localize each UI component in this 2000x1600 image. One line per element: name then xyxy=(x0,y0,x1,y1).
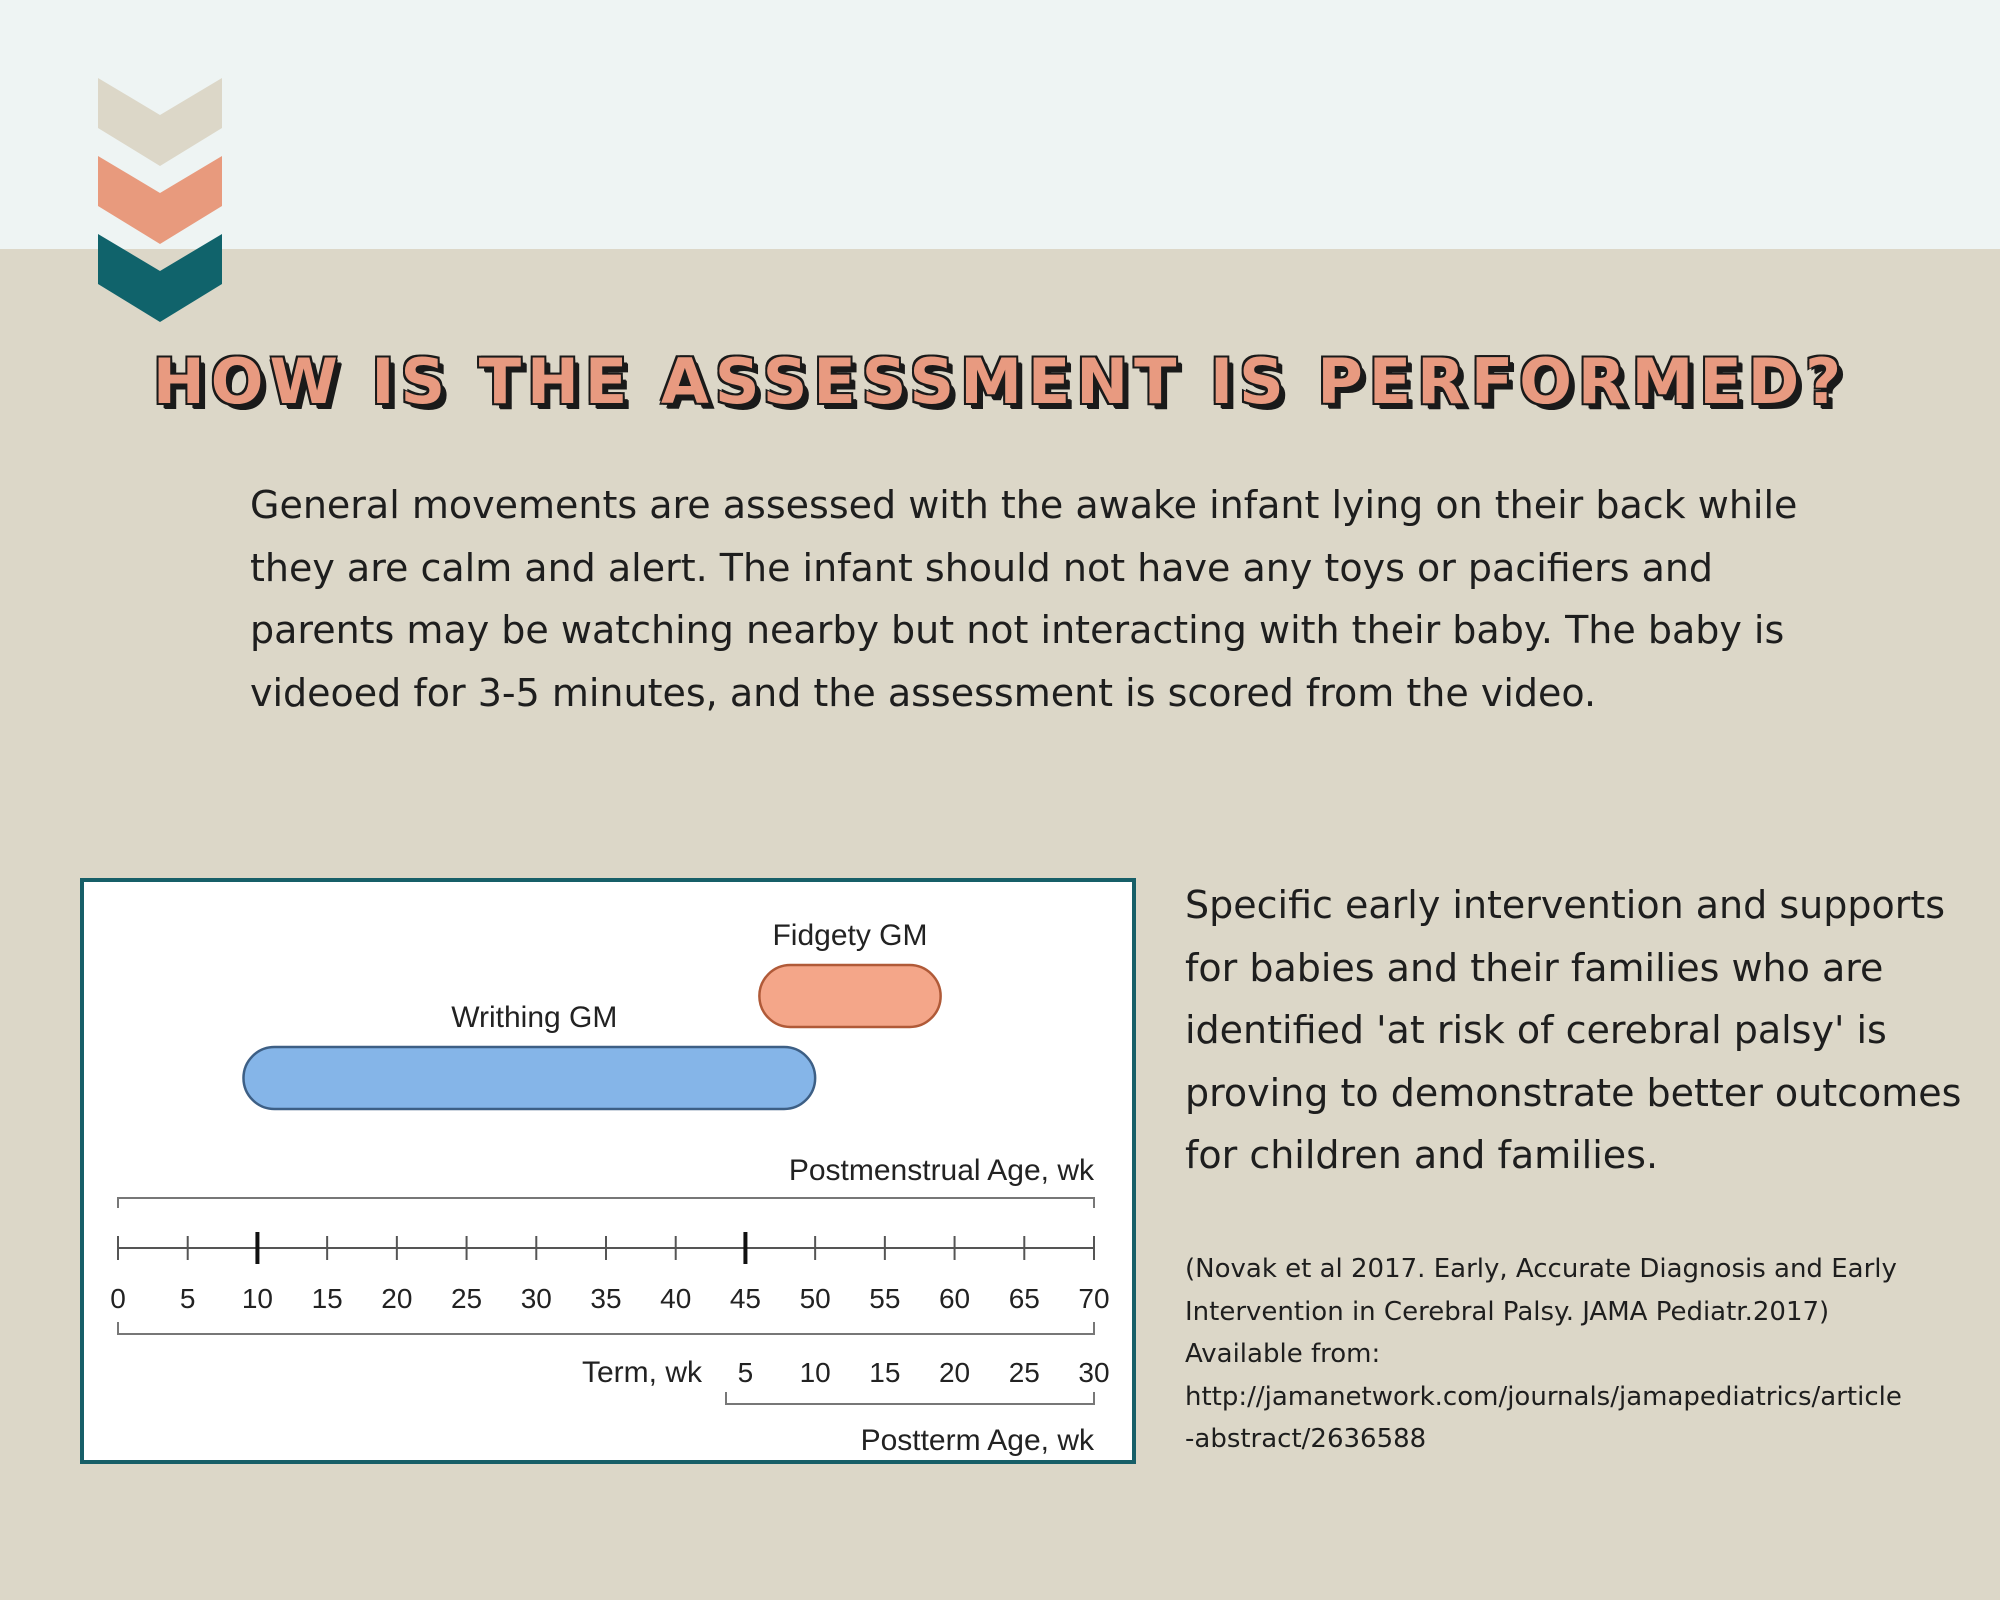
tick-label: 65 xyxy=(1008,1283,1040,1314)
tick-label: 70 xyxy=(1078,1283,1110,1314)
intervention-paragraph: Specific early intervention and supports for babies and their families who are identified 'at risk of cerebral palsy' is proving to demonstrate better outcomes for children and families. xyxy=(1185,883,1962,1177)
citation-line: Available from: xyxy=(1185,1339,1381,1369)
citation-line: (Novak et al 2017. Early, Accurate Diagnosis and Early xyxy=(1185,1254,1897,1284)
chevron-down-icon xyxy=(98,234,222,322)
tick-label: 30 xyxy=(520,1283,552,1314)
intro-paragraph: General movements are assessed with the awake infant lying on their back while they are calm and alert. The infant should not have any toys or pacifiers and parents may be watching nearby but not interacting with their baby. The baby is videoed for 3-5 minutes, and the assessment is scored from the video. xyxy=(250,483,1798,715)
gm-timeline-figure xyxy=(80,878,1136,1464)
fidgety-gm-label: Fidgety GM xyxy=(772,919,928,952)
tick-label: 50 xyxy=(799,1283,831,1314)
postmenstrual-bracket xyxy=(118,1198,1094,1208)
tick-label: 60 xyxy=(938,1283,971,1314)
tick-label: 45 xyxy=(729,1283,762,1314)
chevron-down-icon xyxy=(98,156,222,244)
writhing-gm-label: Writhing GM xyxy=(451,1001,618,1034)
top-band xyxy=(0,0,2000,249)
term-axis-label: Term, wk xyxy=(582,1356,702,1389)
citation-link[interactable]: -abstract/2636588 xyxy=(1185,1424,1427,1454)
term-bracket xyxy=(118,1322,1094,1334)
postterm-tick-label: 30 xyxy=(1078,1357,1110,1388)
tick-label: 55 xyxy=(869,1283,901,1314)
timeline-svg xyxy=(84,882,1132,1460)
tick-label: 5 xyxy=(179,1283,196,1314)
tick-label: 25 xyxy=(450,1283,483,1314)
tick-label: 10 xyxy=(241,1283,274,1314)
tick-label: 15 xyxy=(311,1283,343,1314)
fidgety-gm-bar xyxy=(759,965,940,1027)
postmenstrual-axis-label: Postmenstrual Age, wk xyxy=(788,1154,1094,1187)
postterm-tick-label: 5 xyxy=(737,1357,754,1388)
citation xyxy=(1185,1248,1975,1461)
tick-label: 35 xyxy=(590,1283,622,1314)
citation-line: Intervention in Cerebral Palsy. JAMA Pediatr.2017) xyxy=(1185,1296,1830,1327)
citation-link[interactable]: http://jamanetwork.com/journals/jamapediatrics/article xyxy=(1185,1381,1902,1412)
postterm-tick-label: 10 xyxy=(799,1357,831,1388)
chevron-stack xyxy=(98,78,222,322)
postterm-axis-label: Postterm Age, wk xyxy=(860,1424,1094,1457)
postterm-tick-label: 15 xyxy=(869,1357,901,1388)
page-title: HOW IS THE ASSESSMENT IS PERFORMED? xyxy=(152,345,1848,418)
tick-label: 40 xyxy=(660,1283,692,1314)
tick-label: 0 xyxy=(110,1283,126,1314)
writhing-gm-bar xyxy=(243,1047,815,1109)
postterm-bracket xyxy=(726,1392,1094,1404)
tick-label: 20 xyxy=(381,1283,413,1314)
chevron-down-icon xyxy=(98,78,222,166)
postterm-tick-label: 25 xyxy=(1008,1357,1040,1388)
postterm-tick-label: 20 xyxy=(938,1357,971,1388)
